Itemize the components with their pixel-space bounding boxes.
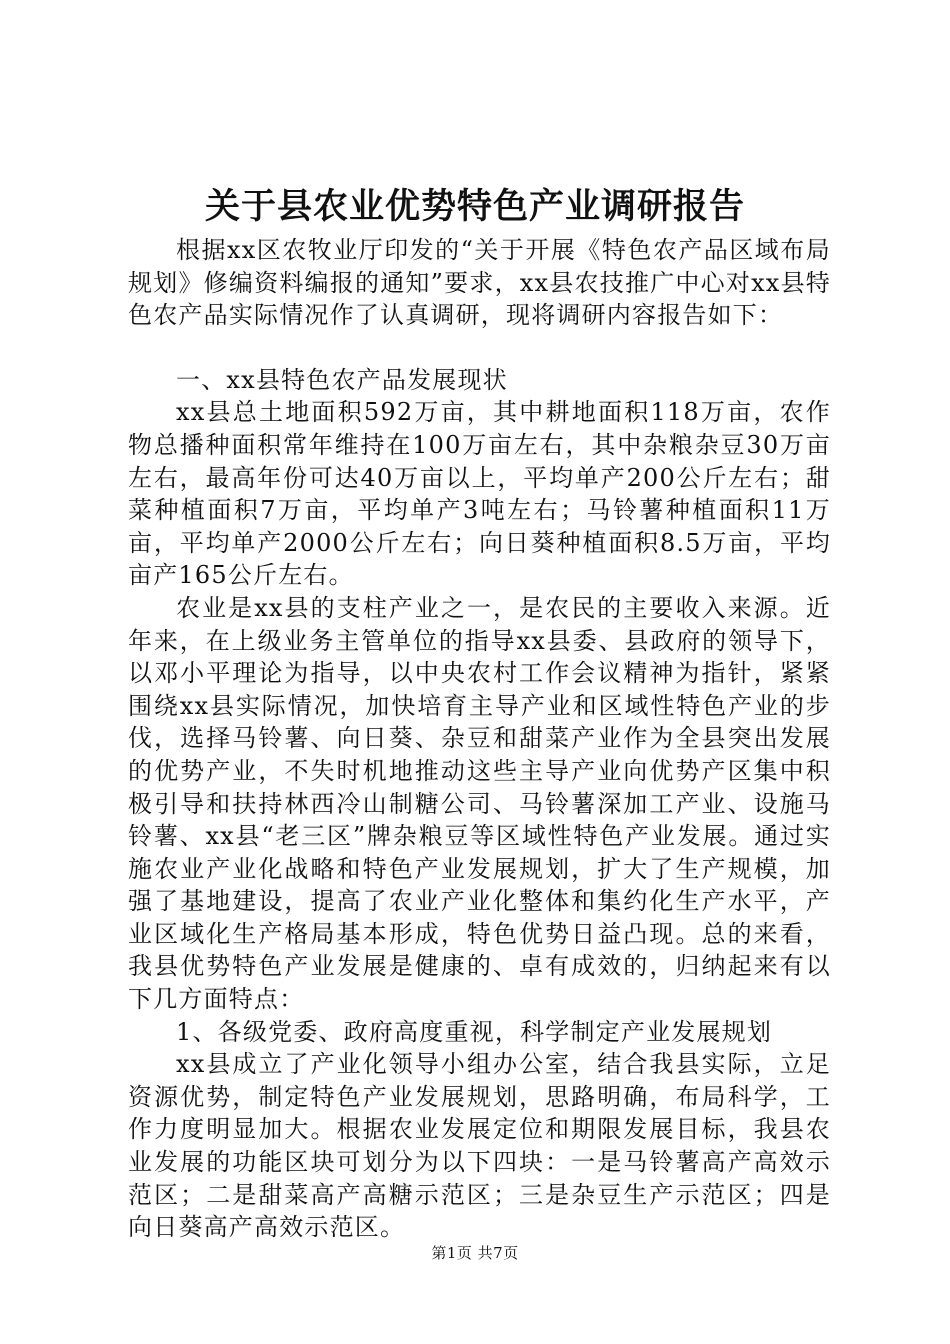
- body-paragraph: xx县总土地面积592万亩，其中耕地面积118万亩，农作物总播种面积常年维持在100万亩左右，其中杂粮杂豆30万亩左右，最高年份可达40万亩以上，平均单产200公斤左右；甜菜种植面积7万亩，平均单产3吨左右；马铃薯种植面积11万亩，平均单产2000公斤左右；向日葵种植面积8.5万亩，平均亩产165公斤左右。: [128, 398, 831, 590]
- body-paragraph: xx县成立了产业化领导小组办公室，结合我县实际，立足资源优势，制定特色产业发展规划，思路明确，布局科学，工作力度明显加大。根据农业发展定位和期限发展目标，我县农业发展的功能区块可划分为以下四块：一是马铃薯高产高效示范区；二是甜菜高产高糖示范区；三是杂豆生产示范区；四是向日葵高产高效示范区。: [128, 1050, 831, 1242]
- page-footer: 第1页 共7页: [431, 1244, 519, 1262]
- section-heading-1: 一、xx县特色农产品发展现状: [176, 365, 508, 394]
- intro-paragraph: 根据xx区农牧业厅印发的“关于开展《特色农产品区域布局规划》修编资料编报的通知”要求，xx县农技推广中心对xx县特色农产品实际情况作了认真调研，现将调研内容报告如下：: [128, 236, 831, 330]
- document-title: 关于县农业优势特色产业调研报告: [204, 186, 745, 227]
- body-paragraph: 农业是xx县的支柱产业之一，是农民的主要收入来源。近年来，在上级业务主管单位的指导xx县委、县政府的领导下，以邓小平理论为指导，以中央农村工作会议精神为指针，紧紧围绕xx县实际情况，加快培育主导产业和区域性特色产业的步伐，选择马铃薯、向日葵、杂豆和甜菜产业作为全县突出发展的优势产业，不失时机地推动这些主导产业向优势产区集中积极引导和扶持林西冷山制糖公司、马铃薯深加工产业、设施马铃薯、xx县“老三区”牌杂粮豆等区域性特色产业发展。通过实施农业产业化战略和特色产业发展规划，扩大了生产规模，加强了基地建设，提高了农业产业化整体和集约化生产水平，产业区域化生产格局基本形成，特色优势日益凸现。总的来看，我县优势特色产业发展是健康的、卓有成效的，归纳起来有以下几方面特点：: [128, 593, 831, 1014]
- subsection-heading-1: 1、各级党委、政府高度重视，科学制定产业发展规划: [176, 1017, 773, 1046]
- document-body: [128, 234, 831, 1244]
